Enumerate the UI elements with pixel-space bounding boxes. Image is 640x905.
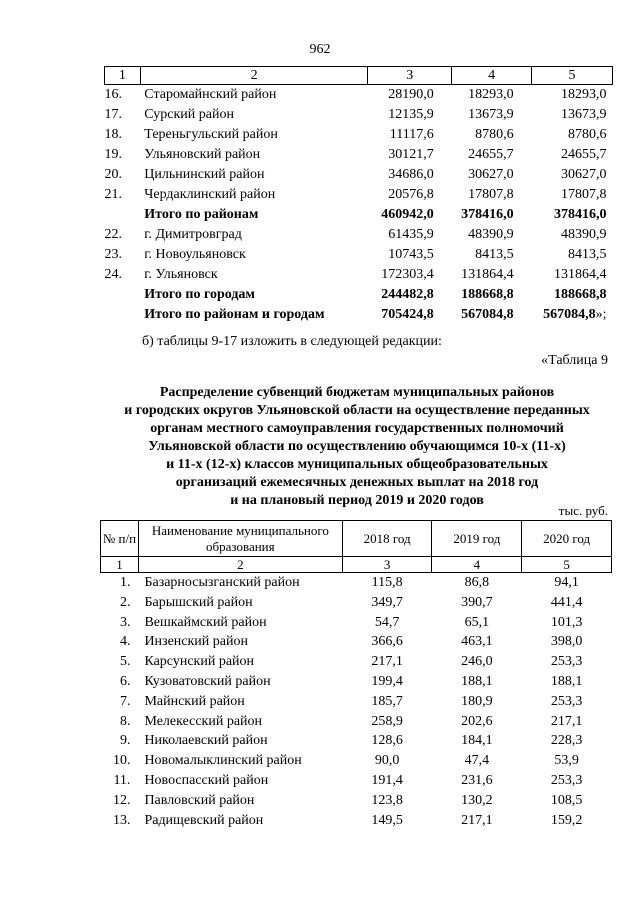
value-2019: 188,1 xyxy=(461,673,493,689)
value-col5-text: 13673,9 xyxy=(561,107,607,122)
value-col3: 10743,5 xyxy=(388,247,434,262)
row-name: Кузоватовский район xyxy=(144,673,271,689)
value-col5 xyxy=(532,225,613,245)
value-2018: 90,0 xyxy=(374,753,400,769)
value-2018: 185,7 xyxy=(371,693,403,709)
value-2020: 441,4 xyxy=(550,594,583,610)
value-col3: 11117,6 xyxy=(389,127,434,142)
table-row xyxy=(101,613,612,633)
title-line: Ульяновской области по осуществлению обучающимся 10-х (11-х) xyxy=(148,439,566,454)
col-index: 2 xyxy=(138,557,342,573)
value-2020: 101,3 xyxy=(550,614,583,630)
row-name: Вешкаймский район xyxy=(144,614,267,630)
title-line: и 11-х (12-х) классов муниципальных общеобразовательных xyxy=(166,457,548,472)
value-2019: 130,2 xyxy=(461,792,493,808)
table-row xyxy=(101,811,612,831)
value-col5 xyxy=(532,145,613,165)
table-row xyxy=(105,265,613,285)
table-row xyxy=(101,573,612,593)
value-2018: 115,8 xyxy=(371,575,403,590)
row-name: Старомайнский район xyxy=(144,87,277,102)
value-2020: 398,0 xyxy=(550,634,583,650)
page-number: 962 xyxy=(309,42,331,57)
value-col4: 188668,8 xyxy=(461,287,514,302)
value-col5 xyxy=(532,165,613,185)
continuation-table xyxy=(104,66,613,325)
column-index: 3 xyxy=(368,67,452,85)
value-2018: 54,7 xyxy=(374,614,400,630)
value-2018: 123,8 xyxy=(371,792,403,808)
table-row xyxy=(101,632,612,652)
value-col4: 17807,8 xyxy=(468,187,514,202)
value-2018: 199,4 xyxy=(371,673,403,689)
value-col5-text: 24655,7 xyxy=(561,147,607,162)
value-2020: 94,1 xyxy=(554,575,579,590)
header-num: № п/п xyxy=(101,521,139,557)
value-2020: 253,3 xyxy=(550,772,583,788)
value-2018: 149,5 xyxy=(371,812,403,828)
table-row xyxy=(101,712,612,732)
value-col5 xyxy=(532,265,613,285)
row-number: 18. xyxy=(104,127,122,142)
value-col5-text: 8780,6 xyxy=(568,127,607,142)
title-line: и городских округов Ульяновской области на осуществление переданных xyxy=(124,403,590,418)
value-2019: 86,8 xyxy=(464,575,490,590)
row-number: 11. xyxy=(113,772,131,788)
row-number: 5. xyxy=(119,654,131,670)
row-name: Барышский район xyxy=(144,594,253,610)
value-col5-text: 378416,0 xyxy=(554,207,607,222)
value-col4: 18293,0 xyxy=(468,87,514,102)
value-col5-text: 131864,4 xyxy=(554,267,607,282)
table-row xyxy=(105,85,613,106)
table-header-row xyxy=(105,67,613,85)
value-2020: 188,1 xyxy=(550,673,583,689)
row-name: Сурский район xyxy=(144,107,234,122)
value-2018: 366,6 xyxy=(371,634,403,650)
value-2018: 349,7 xyxy=(371,594,403,610)
value-col3: 172303,4 xyxy=(381,267,434,282)
value-col3: 705424,8 xyxy=(381,307,434,322)
col-index: 4 xyxy=(432,557,522,573)
value-col3: 30121,7 xyxy=(388,147,434,162)
value-col3: 28190,0 xyxy=(388,87,434,102)
value-col5-text: 567084,8 xyxy=(543,307,596,322)
title-line: и на плановый период 2019 и 2020 годов xyxy=(230,493,484,508)
row-number: 24. xyxy=(104,267,122,282)
row-number: 1. xyxy=(119,575,131,590)
row-name: Чердаклинский район xyxy=(144,187,276,202)
table-row xyxy=(105,225,613,245)
row-name: Итого по районам и городам xyxy=(144,307,325,322)
value-2019: 180,9 xyxy=(461,693,493,709)
unit-label: тыс. руб. xyxy=(558,503,608,518)
row-number: 21. xyxy=(104,187,122,202)
total-row xyxy=(105,205,613,225)
value-col3: 20576,8 xyxy=(388,187,434,202)
total-row xyxy=(105,305,613,325)
value-col5-text: 8413,5 xyxy=(568,247,607,262)
row-name: г. Димитровград xyxy=(144,227,242,242)
value-2019: 202,6 xyxy=(461,713,493,729)
value-col4: 13673,9 xyxy=(468,107,514,122)
value-col5 xyxy=(532,185,613,205)
column-index-row xyxy=(101,557,612,573)
row-number xyxy=(105,305,141,325)
value-col3: 244482,8 xyxy=(381,287,434,302)
value-2020: 53,9 xyxy=(554,753,579,769)
value-col3: 460942,0 xyxy=(381,207,434,222)
header-name: Наименование муниципального образования xyxy=(138,521,342,557)
row-name: Ульяновский район xyxy=(144,147,261,162)
value-col5 xyxy=(532,205,613,225)
value-2019: 47,4 xyxy=(464,753,490,769)
title-line: органам местного самоуправления государственных полномочий xyxy=(150,421,564,436)
row-number: 6. xyxy=(119,673,131,689)
value-col4: 378416,0 xyxy=(461,207,514,222)
value-2018: 258,9 xyxy=(371,713,403,729)
header-2020: 2020 год xyxy=(522,521,612,557)
total-row xyxy=(105,285,613,305)
subventions-table xyxy=(100,520,612,830)
value-2020: 253,3 xyxy=(550,654,583,670)
table-row xyxy=(101,672,612,692)
value-2019: 231,6 xyxy=(461,772,493,788)
table-row xyxy=(105,105,613,125)
row-number: 17. xyxy=(104,107,122,122)
row-number: 22. xyxy=(104,227,122,242)
value-col5-text: 188668,8 xyxy=(554,287,607,302)
value-col4: 30627,0 xyxy=(468,167,514,182)
value-2018: 191,4 xyxy=(371,772,403,788)
value-col5-text: 18293,0 xyxy=(561,87,607,102)
value-col4: 131864,4 xyxy=(461,267,514,282)
table-row xyxy=(105,165,613,185)
table-title xyxy=(92,384,622,510)
value-col5 xyxy=(532,245,613,265)
value-col4: 24655,7 xyxy=(468,147,514,162)
row-name: г. Новоульяновск xyxy=(144,247,246,262)
value-col5 xyxy=(532,105,613,125)
row-name: Мелекесский район xyxy=(144,713,263,729)
row-name: Павловский район xyxy=(144,792,255,808)
value-2020: 108,5 xyxy=(550,792,583,808)
row-number: 9. xyxy=(119,733,131,749)
value-2019: 184,1 xyxy=(461,733,493,749)
value-col5 xyxy=(532,305,613,325)
row-name: Майнский район xyxy=(144,693,245,709)
row-name: Цильнинский район xyxy=(144,167,265,182)
value-col4: 48390,9 xyxy=(468,227,514,242)
table-row xyxy=(105,245,613,265)
row-name: Итого по районам xyxy=(144,207,259,222)
row-number: 23. xyxy=(104,247,122,262)
row-number xyxy=(105,205,141,225)
value-col4: 567084,8 xyxy=(461,307,514,322)
row-name: Николаевский район xyxy=(144,733,268,749)
value-col5 xyxy=(532,85,613,106)
table-label: «Таблица 9 xyxy=(541,353,608,368)
row-name: Базарносызганский район xyxy=(144,575,300,590)
row-number: 2. xyxy=(119,594,131,610)
row-number: 3. xyxy=(119,614,131,630)
table-row xyxy=(101,751,612,771)
title-line: Распределение субвенций бюджетам муниципальных районов xyxy=(159,385,555,400)
value-col3: 34686,0 xyxy=(388,167,434,182)
table-row xyxy=(101,731,612,751)
col-index: 3 xyxy=(342,557,432,573)
row-number: 8. xyxy=(119,713,131,729)
row-number: 10. xyxy=(112,753,131,769)
value-2020: 253,3 xyxy=(550,693,583,709)
row-number xyxy=(105,285,141,305)
value-col4: 8780,6 xyxy=(475,127,514,142)
row-name: Инзенский район xyxy=(144,634,248,650)
row-name: г. Ульяновск xyxy=(144,267,218,282)
value-col5-text: 48390,9 xyxy=(561,227,607,242)
value-2019: 217,1 xyxy=(461,812,493,828)
row-number: 19. xyxy=(104,147,122,162)
value-2018: 217,1 xyxy=(371,654,403,670)
row-name: Новомалыклинский район xyxy=(144,753,302,769)
value-2020: 217,1 xyxy=(550,713,583,729)
value-2018: 128,6 xyxy=(371,733,403,749)
row-number: 16. xyxy=(104,87,122,102)
table-row xyxy=(101,791,612,811)
value-2020: 159,2 xyxy=(550,812,583,828)
row-name: Итого по городам xyxy=(144,287,255,302)
value-col5 xyxy=(532,285,613,305)
row-number: 4. xyxy=(119,634,131,650)
col-index: 1 xyxy=(101,557,139,573)
row-number: 20. xyxy=(104,167,122,182)
value-col5 xyxy=(532,125,613,145)
row-name: Радищевский район xyxy=(144,812,264,828)
row-number: 7. xyxy=(119,693,131,709)
column-index: 5 xyxy=(532,67,613,85)
table-row xyxy=(101,692,612,712)
row-name: Тереньгульский район xyxy=(144,127,278,142)
amendment-note: б) таблицы 9-17 изложить в следующей редакции: xyxy=(142,334,442,349)
row-name: Новоспасский район xyxy=(144,772,269,788)
value-col3: 61435,9 xyxy=(388,227,434,242)
header-2018: 2018 год xyxy=(342,521,432,557)
value-2020: 228,3 xyxy=(550,733,583,749)
value-col3: 12135,9 xyxy=(388,107,434,122)
row-number: 13. xyxy=(112,812,131,828)
table-row xyxy=(101,593,612,613)
col-index: 5 xyxy=(522,557,612,573)
table-row xyxy=(105,145,613,165)
value-2019: 246,0 xyxy=(461,654,493,670)
table-row xyxy=(101,652,612,672)
value-2019: 390,7 xyxy=(461,594,493,610)
value-col5-text: 17807,8 xyxy=(561,187,607,202)
column-index: 1 xyxy=(105,67,141,85)
value-col5-text: 30627,0 xyxy=(561,167,607,182)
row-name: Карсунский район xyxy=(144,654,255,670)
column-index: 2 xyxy=(140,67,368,85)
value-2019: 65,1 xyxy=(464,614,490,630)
title-line: организаций ежемесячных денежных выплат на 2018 год xyxy=(175,475,539,490)
table-row xyxy=(101,771,612,791)
column-index: 4 xyxy=(452,67,532,85)
closing-quote: »; xyxy=(595,307,607,322)
table-row xyxy=(105,185,613,205)
value-2019: 463,1 xyxy=(461,634,493,650)
table-row xyxy=(105,125,613,145)
row-number: 12. xyxy=(112,792,131,808)
value-col4: 8413,5 xyxy=(475,247,514,262)
table-header-row xyxy=(101,521,612,557)
header-2019: 2019 год xyxy=(432,521,522,557)
